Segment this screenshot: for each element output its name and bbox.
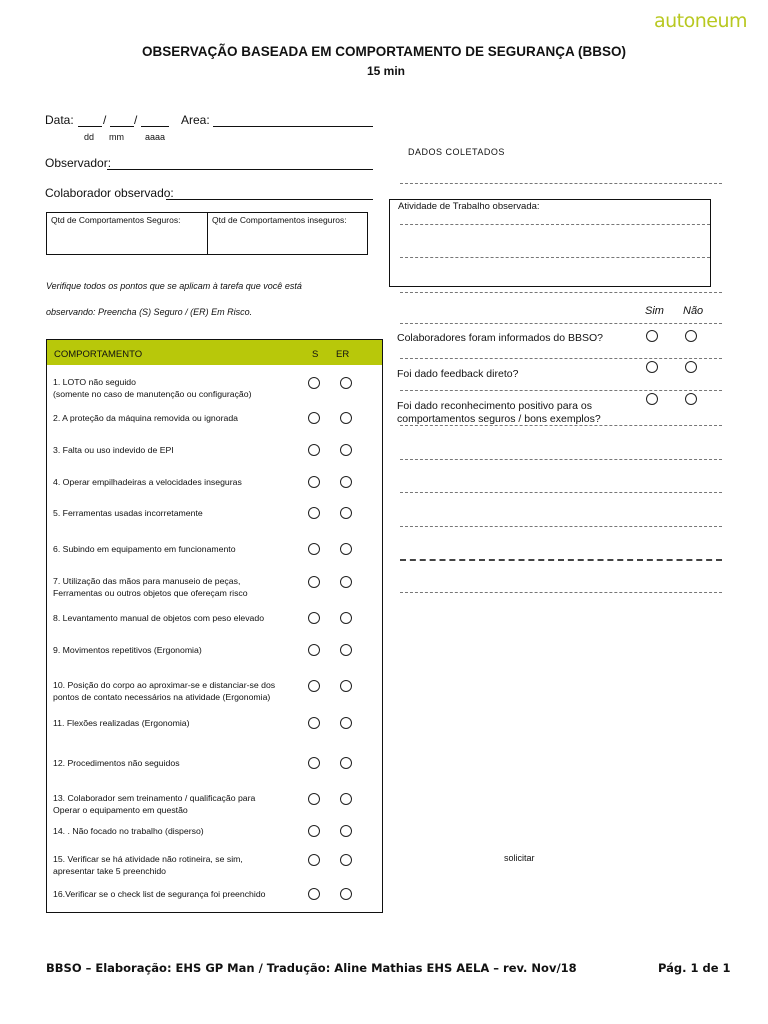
divider [400, 358, 722, 359]
date-day-field[interactable] [78, 126, 102, 127]
divider [400, 390, 722, 391]
date-month-field[interactable] [110, 126, 134, 127]
observer-label: Observador: [45, 156, 112, 170]
autoneum-logo: autoneum [654, 10, 748, 32]
informed-no-radio[interactable] [685, 330, 697, 342]
unsafe-count-field[interactable] [207, 213, 367, 254]
safe-count-field[interactable] [47, 213, 207, 254]
instructions-line1: Verifique todos os pontos que se aplicam à tarefa que você está [46, 281, 302, 291]
behavior-label-line1: 13. Colaborador sem treinamento / qualificação para [53, 793, 256, 803]
behavior-label-line1: 5. Ferramentas usadas incorretamente [53, 508, 203, 518]
form-duration: 15 min [366, 64, 405, 78]
safe-radio[interactable] [308, 377, 320, 389]
behavior-label-line1: 14. . Não focado no trabalho (disperso) [53, 826, 204, 836]
behavior-label [53, 544, 236, 556]
request-text: solicitar [504, 853, 535, 863]
safe-radio[interactable] [308, 543, 320, 555]
col-safe-header: S [312, 349, 319, 360]
risk-radio[interactable] [340, 612, 352, 624]
date-year-field[interactable] [141, 126, 169, 127]
safe-radio[interactable] [308, 644, 320, 656]
safe-radio[interactable] [308, 757, 320, 769]
behavior-label-line1: 15. Verificar se há atividade não rotineira, se sim, [53, 854, 243, 864]
behavior-label-line1: 2. A proteção da máquina removida ou ignorada [53, 413, 238, 423]
unsafe-count-label: Qtd de Comportamentos inseguros: [212, 215, 347, 225]
informed-yes-radio[interactable] [646, 330, 658, 342]
behavior-label-line1: 6. Subindo em equipamento em funcionamento [53, 544, 236, 554]
safe-radio[interactable] [308, 412, 320, 424]
observer-field[interactable] [107, 169, 373, 170]
risk-radio[interactable] [340, 825, 352, 837]
risk-radio[interactable] [340, 412, 352, 424]
collected-data-line[interactable] [400, 183, 722, 184]
date-hint-month: mm [109, 132, 124, 142]
activity-label: Atividade de Trabalho observada: [398, 201, 540, 212]
behavior-label-line2: Operar o equipamento em questão [53, 804, 188, 815]
behavior-label [53, 477, 242, 489]
date-slash: / [103, 113, 107, 127]
notes-line[interactable] [400, 559, 722, 561]
collected-data-title: DADOS COLETADOS [408, 147, 505, 157]
collaborator-label: Colaborador observado: [45, 186, 174, 200]
risk-radio[interactable] [340, 576, 352, 588]
safe-radio[interactable] [308, 612, 320, 624]
risk-radio[interactable] [340, 377, 352, 389]
question-informed: Colaboradores foram informados do BBSO? [397, 332, 604, 344]
behavior-label [53, 508, 203, 520]
notes-line[interactable] [400, 526, 722, 527]
form-title: OBSERVAÇÃO BASEADA EM COMPORTAMENTO DE SEGURANÇA (BBSO) [141, 44, 627, 59]
behavior-label-line1: 3. Falta ou uso indevido de EPI [53, 445, 174, 455]
safe-count-label: Qtd de Comportamentos Seguros: [51, 215, 181, 225]
feedback-no-radio[interactable] [685, 361, 697, 373]
date-label: Data: [45, 113, 74, 127]
col-risk-header: ER [336, 349, 350, 360]
question-recognition-line1: Foi dado reconhecimento positivo para os [397, 400, 592, 412]
behavior-label [53, 826, 204, 838]
col-no-header: Não [683, 305, 704, 317]
behavior-label [53, 793, 255, 816]
behavior-label-line2: (somente no caso de manutenção ou configuração) [53, 388, 252, 399]
behavior-label-line1: 9. Movimentos repetitivos (Ergonomia) [53, 645, 202, 655]
behavior-table [46, 339, 383, 913]
safe-radio[interactable] [308, 507, 320, 519]
safe-radio[interactable] [308, 825, 320, 837]
risk-radio[interactable] [340, 543, 352, 555]
col-behavior-header: COMPORTAMENTO [54, 349, 143, 360]
risk-radio[interactable] [340, 680, 352, 692]
safe-radio[interactable] [308, 444, 320, 456]
behavior-label [53, 854, 243, 877]
risk-radio[interactable] [340, 507, 352, 519]
safe-radio[interactable] [308, 476, 320, 488]
behavior-label-line1: 7. Utilização das mãos para manuseio de peças, [53, 576, 241, 586]
behavior-label-line1: 1. LOTO não seguido [53, 377, 136, 387]
behavior-label [53, 445, 174, 457]
activity-line[interactable] [400, 224, 710, 225]
risk-radio[interactable] [340, 717, 352, 729]
recognition-no-radio[interactable] [685, 393, 697, 405]
notes-line[interactable] [400, 459, 722, 460]
risk-radio[interactable] [340, 644, 352, 656]
risk-radio[interactable] [340, 444, 352, 456]
behavior-label [53, 377, 252, 400]
behavior-label [53, 413, 238, 425]
date-hint-year: aaaa [145, 132, 166, 142]
behavior-label-line1: 8. Levantamento manual de objetos com peso elevado [53, 613, 265, 623]
behavior-count-box [46, 212, 368, 255]
behavior-label [53, 889, 265, 901]
risk-radio[interactable] [340, 757, 352, 769]
date-hint-day: dd [84, 132, 95, 142]
safe-radio[interactable] [308, 854, 320, 866]
behavior-label-line1: 10. Posição do corpo ao aproximar-se e distanciar-se dos [53, 680, 276, 690]
recognition-yes-radio[interactable] [646, 393, 658, 405]
behavior-label [53, 645, 202, 657]
risk-radio[interactable] [340, 476, 352, 488]
safe-radio[interactable] [308, 717, 320, 729]
behavior-label-line2: apresentar take 5 preenchido [53, 865, 167, 876]
page-number: Pág. 1 de 1 [658, 961, 731, 975]
notes-line[interactable] [400, 592, 722, 593]
activity-box [389, 199, 711, 287]
activity-line[interactable] [400, 257, 710, 258]
activity-bottom-line [400, 292, 722, 293]
behavior-label-line1: 4. Operar empilhadeiras a velocidades inseguras [53, 477, 242, 487]
collaborator-field[interactable] [166, 199, 373, 200]
area-field[interactable] [213, 126, 373, 127]
col-yes-header: Sim [645, 305, 664, 317]
behavior-label-line1: 16.Verificar se o check list de segurança foi preenchido [53, 889, 266, 899]
feedback-yes-radio[interactable] [646, 361, 658, 373]
divider [400, 323, 722, 324]
date-slash: / [134, 113, 138, 127]
behavior-label [53, 718, 190, 730]
safe-radio[interactable] [308, 793, 320, 805]
safe-radio[interactable] [308, 576, 320, 588]
safe-radio[interactable] [308, 888, 320, 900]
footer-credits: BBSO – Elaboração: EHS GP Man / Tradução: Aline Mathias EHS AELA – rev. Nov/18 [46, 961, 577, 975]
instructions-line2: observando: Preencha (S) Seguro / (ER) Em Risco. [46, 307, 253, 317]
risk-radio[interactable] [340, 888, 352, 900]
notes-line[interactable] [400, 425, 722, 426]
area-label: Area: [181, 113, 210, 127]
behavior-label [53, 680, 275, 703]
behavior-label-line2: pontos de contato necessários na atividade (Ergonomia) [53, 691, 271, 702]
behavior-label-line1: 11. Flexões realizadas (Ergonomia) [53, 718, 190, 728]
question-feedback: Foi dado feedback direto? [397, 368, 519, 380]
behavior-label [53, 758, 180, 770]
question-recognition-line2: comportamentos seguros / bons exemplos? [397, 413, 601, 425]
notes-line[interactable] [400, 492, 722, 493]
table-header [47, 340, 382, 365]
behavior-label-line1: 12. Procedimentos não seguidos [53, 758, 180, 768]
safe-radio[interactable] [308, 680, 320, 692]
risk-radio[interactable] [340, 854, 352, 866]
behavior-label-line2: Ferramentas ou outros objetos que ofereçam risco [53, 587, 248, 598]
behavior-label [53, 613, 264, 625]
risk-radio[interactable] [340, 793, 352, 805]
behavior-label [53, 576, 248, 599]
